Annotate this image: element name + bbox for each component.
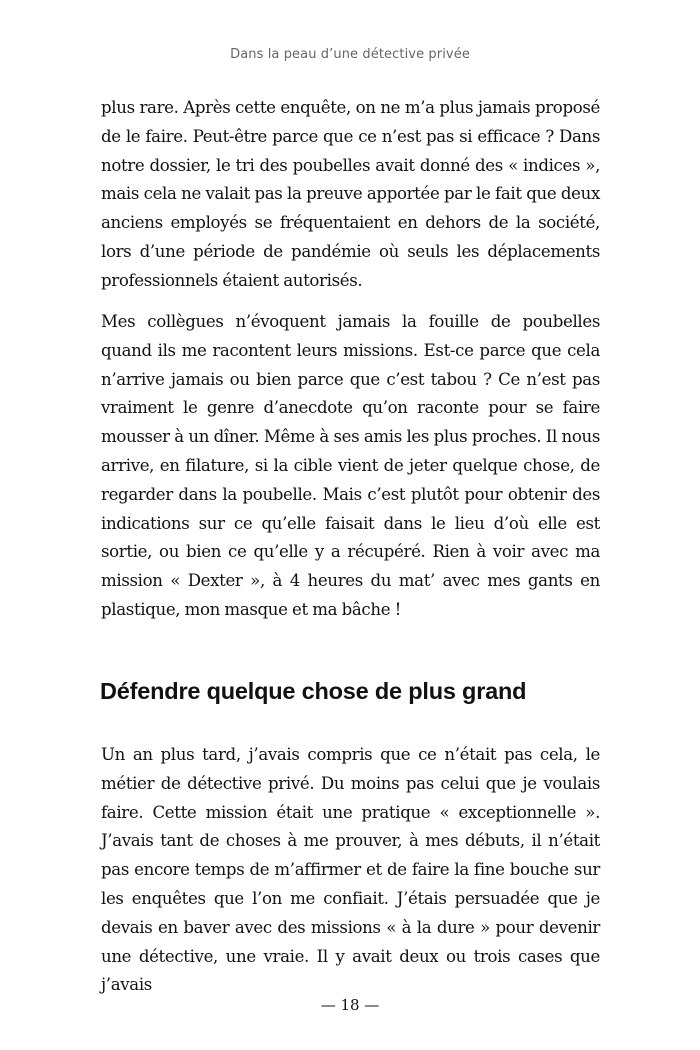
running-header: Dans la peau d’une détective privée — [230, 47, 470, 62]
paragraph-2: Mes collègues n’évoquent jamais la fouille de poubelles quand ils me racontent leurs missions. Est-ce parce que cela n’arrive jamais ou bien parce que c’est tabou ? Ce n’est pas vraiment le genre d’anecdote qu’on raconte pour se faire mousser à un dîner. Même à ses amis les plus proches. Il nous arrive, en filature, si la cible vient de jeter quelque chose, de regarder dans la poubelle. Mais c’est plutôt pour obtenir des indications sur ce qu’elle faisait dans le lieu d’où elle est sortie, ou bien ce qu’elle y a récupéré. Rien à voir avec ma mission « Dexter », à 4 heures du mat’ avec mes gants en plastique, mon masque et ma bâche ! — [101, 312, 600, 619]
section-heading: Défendre quelque chose de plus grand — [100, 678, 527, 704]
paragraph-1: plus rare. Après cette enquête, on ne m’a plus jamais proposé de le faire. Peut-être parce que ce n’est pas si efficace ? Dans notre dossier, le tri des poubelles avait donné des « indices », mais cela ne valait pas la preuve apportée par le fait que deux anciens employés se fréquentaient en dehors de la société, lors d’une période de pandémie où seuls les déplacements professionnels étaient autorisés. — [101, 98, 600, 290]
page-number: — 18 — — [320, 996, 380, 1014]
paragraph-3: Un an plus tard, j’avais compris que ce n’était pas cela, le métier de détective privé. Du moins pas celui que je voulais faire. Cette mission était une pratique « exceptionnelle ». J’avais tant de choses à me prouver, à mes débuts, il n’était pas encore temps de m’affirmer et de faire la fine bouche sur les enquêtes que l’on me confiait. J’étais persuadée que je devais en baver avec des missions « à la dure » pour devenir une détective, une vraie. Il y avait deux ou trois cases que j’avais — [101, 745, 600, 995]
